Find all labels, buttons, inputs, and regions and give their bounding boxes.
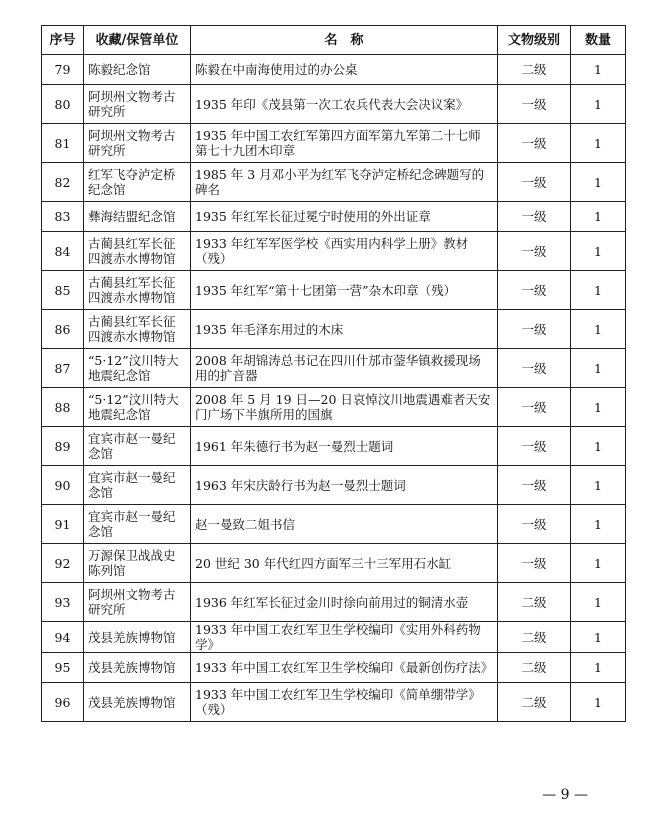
cell-num: 80 — [42, 85, 84, 124]
cell-qty: 1 — [571, 202, 626, 232]
cell-unit: 阿坝州文物考古研究所 — [84, 124, 191, 163]
cell-num: 86 — [42, 310, 84, 349]
cell-unit: 宜宾市赵一曼纪念馆 — [84, 466, 191, 505]
cell-qty: 1 — [571, 466, 626, 505]
cell-grade: 一级 — [498, 232, 571, 271]
table-row — [42, 271, 626, 310]
table-row — [42, 505, 626, 544]
cell-qty: 1 — [571, 163, 626, 202]
cell-qty: 1 — [571, 310, 626, 349]
cell-grade: 一级 — [498, 544, 571, 583]
cell-grade: 二级 — [498, 653, 571, 683]
cell-grade: 一级 — [498, 202, 571, 232]
cell-name: 1933 年中国工农红军卫生学校编印《简单绷带学》（残） — [191, 683, 498, 722]
cell-qty: 1 — [571, 388, 626, 427]
cell-grade: 一级 — [498, 271, 571, 310]
cell-name: 陈毅在中南海使用过的办公桌 — [191, 55, 498, 85]
cell-name: 1935 年中国工农红军第四方面军第九军第二十七师第七十九团木印章 — [191, 124, 498, 163]
cell-name: 20 世纪 30 年代红四方面军三十三军用石水缸 — [191, 544, 498, 583]
cell-num: 81 — [42, 124, 84, 163]
cell-name: 1935 年红军长征过冕宁时使用的外出证章 — [191, 202, 498, 232]
cell-grade: 一级 — [498, 85, 571, 124]
page-number: — 9 — — [542, 787, 588, 803]
cell-name: 1963 年宋庆龄行书为赵一曼烈士题词 — [191, 466, 498, 505]
cell-unit: 万源保卫战战史陈列馆 — [84, 544, 191, 583]
cell-name: 2008 年 5 月 19 日—20 日哀悼汶川地震遇难者天安门广场下半旗所用的国旗 — [191, 388, 498, 427]
cell-unit: 茂县羌族博物馆 — [84, 653, 191, 683]
cell-qty: 1 — [571, 653, 626, 683]
cell-qty: 1 — [571, 427, 626, 466]
cell-qty: 1 — [571, 124, 626, 163]
cell-grade: 一级 — [498, 124, 571, 163]
header-grade: 文物级别 — [498, 26, 571, 55]
cell-num: 83 — [42, 202, 84, 232]
cell-grade: 一级 — [498, 505, 571, 544]
cell-unit: 彝海结盟纪念馆 — [84, 202, 191, 232]
cell-num: 82 — [42, 163, 84, 202]
cell-num: 93 — [42, 583, 84, 622]
cell-grade: 二级 — [498, 622, 571, 653]
cell-name: 1935 年印《茂县第一次工农兵代表大会决议案》 — [191, 85, 498, 124]
cell-unit: 阿坝州文物考古研究所 — [84, 85, 191, 124]
cell-qty: 1 — [571, 232, 626, 271]
cell-unit: “5·12”汶川特大地震纪念馆 — [84, 349, 191, 388]
header-name: 名 称 — [191, 26, 498, 55]
cell-grade: 二级 — [498, 583, 571, 622]
cell-grade: 一级 — [498, 427, 571, 466]
cell-qty: 1 — [571, 349, 626, 388]
cell-num: 95 — [42, 653, 84, 683]
table-row — [42, 163, 626, 202]
table-row — [42, 583, 626, 622]
cell-grade: 一级 — [498, 163, 571, 202]
cell-unit: 古蔺县红军长征四渡赤水博物馆 — [84, 271, 191, 310]
table-row — [42, 388, 626, 427]
cell-num: 89 — [42, 427, 84, 466]
cell-name: 赵一曼致二姐书信 — [191, 505, 498, 544]
cell-grade: 一级 — [498, 466, 571, 505]
cell-name: 1985 年 3 月邓小平为红军飞夺泸定桥纪念碑题写的碑名 — [191, 163, 498, 202]
cell-num: 91 — [42, 505, 84, 544]
relics-table — [41, 25, 626, 722]
cell-qty: 1 — [571, 55, 626, 85]
cell-num: 87 — [42, 349, 84, 388]
table-row — [42, 349, 626, 388]
cell-num: 92 — [42, 544, 84, 583]
cell-grade: 一级 — [498, 388, 571, 427]
cell-qty: 1 — [571, 271, 626, 310]
cell-unit: 古蔺县红军长征四渡赤水博物馆 — [84, 232, 191, 271]
cell-num: 88 — [42, 388, 84, 427]
header-unit: 收藏/保管单位 — [84, 26, 191, 55]
cell-name: 1933 年中国工农红军卫生学校编印《最新创伤疗法》 — [191, 653, 498, 683]
cell-qty: 1 — [571, 505, 626, 544]
table-row — [42, 653, 626, 683]
cell-name: 1933 年红军军医学校《西实用内科学上册》教材（残） — [191, 232, 498, 271]
cell-name: 1936 年红军长征过金川时徐向前用过的铜清水壶 — [191, 583, 498, 622]
cell-grade: 一级 — [498, 349, 571, 388]
table-row — [42, 55, 626, 85]
cell-unit: 古蔺县红军长征四渡赤水博物馆 — [84, 310, 191, 349]
table-header-row — [42, 26, 626, 55]
cell-num: 85 — [42, 271, 84, 310]
table-row — [42, 310, 626, 349]
table-row — [42, 85, 626, 124]
cell-num: 94 — [42, 622, 84, 653]
cell-grade: 二级 — [498, 55, 571, 85]
cell-qty: 1 — [571, 622, 626, 653]
table-row — [42, 683, 626, 722]
cell-unit: 宜宾市赵一曼纪念馆 — [84, 505, 191, 544]
cell-unit: 茂县羌族博物馆 — [84, 683, 191, 722]
cell-qty: 1 — [571, 583, 626, 622]
cell-grade: 一级 — [498, 310, 571, 349]
table-row — [42, 232, 626, 271]
cell-unit: 茂县羌族博物馆 — [84, 622, 191, 653]
table-row — [42, 622, 626, 653]
header-num: 序号 — [42, 26, 84, 55]
cell-name: 2008 年胡锦涛总书记在四川什邡市蓥华镇救援现场用的扩音器 — [191, 349, 498, 388]
cell-grade: 二级 — [498, 683, 571, 722]
cell-unit: 陈毅纪念馆 — [84, 55, 191, 85]
cell-name: 1935 年红军“第十七团第一营”杂木印章（残） — [191, 271, 498, 310]
cell-unit: 红军飞夺泸定桥纪念馆 — [84, 163, 191, 202]
cell-num: 90 — [42, 466, 84, 505]
table-row — [42, 466, 626, 505]
cell-num: 96 — [42, 683, 84, 722]
cell-unit: “5·12”汶川特大地震纪念馆 — [84, 388, 191, 427]
header-qty: 数量 — [571, 26, 626, 55]
table-row — [42, 544, 626, 583]
cell-num: 84 — [42, 232, 84, 271]
cell-unit: 宜宾市赵一曼纪念馆 — [84, 427, 191, 466]
cell-qty: 1 — [571, 683, 626, 722]
cell-name: 1933 年中国工农红军卫生学校编印《实用外科药物学》 — [191, 622, 498, 653]
table-row — [42, 124, 626, 163]
cell-name: 1961 年朱德行书为赵一曼烈士题词 — [191, 427, 498, 466]
cell-qty: 1 — [571, 544, 626, 583]
cell-name: 1935 年毛泽东用过的木床 — [191, 310, 498, 349]
cell-qty: 1 — [571, 85, 626, 124]
table-row — [42, 427, 626, 466]
cell-num: 79 — [42, 55, 84, 85]
table-row — [42, 202, 626, 232]
cell-unit: 阿坝州文物考古研究所 — [84, 583, 191, 622]
